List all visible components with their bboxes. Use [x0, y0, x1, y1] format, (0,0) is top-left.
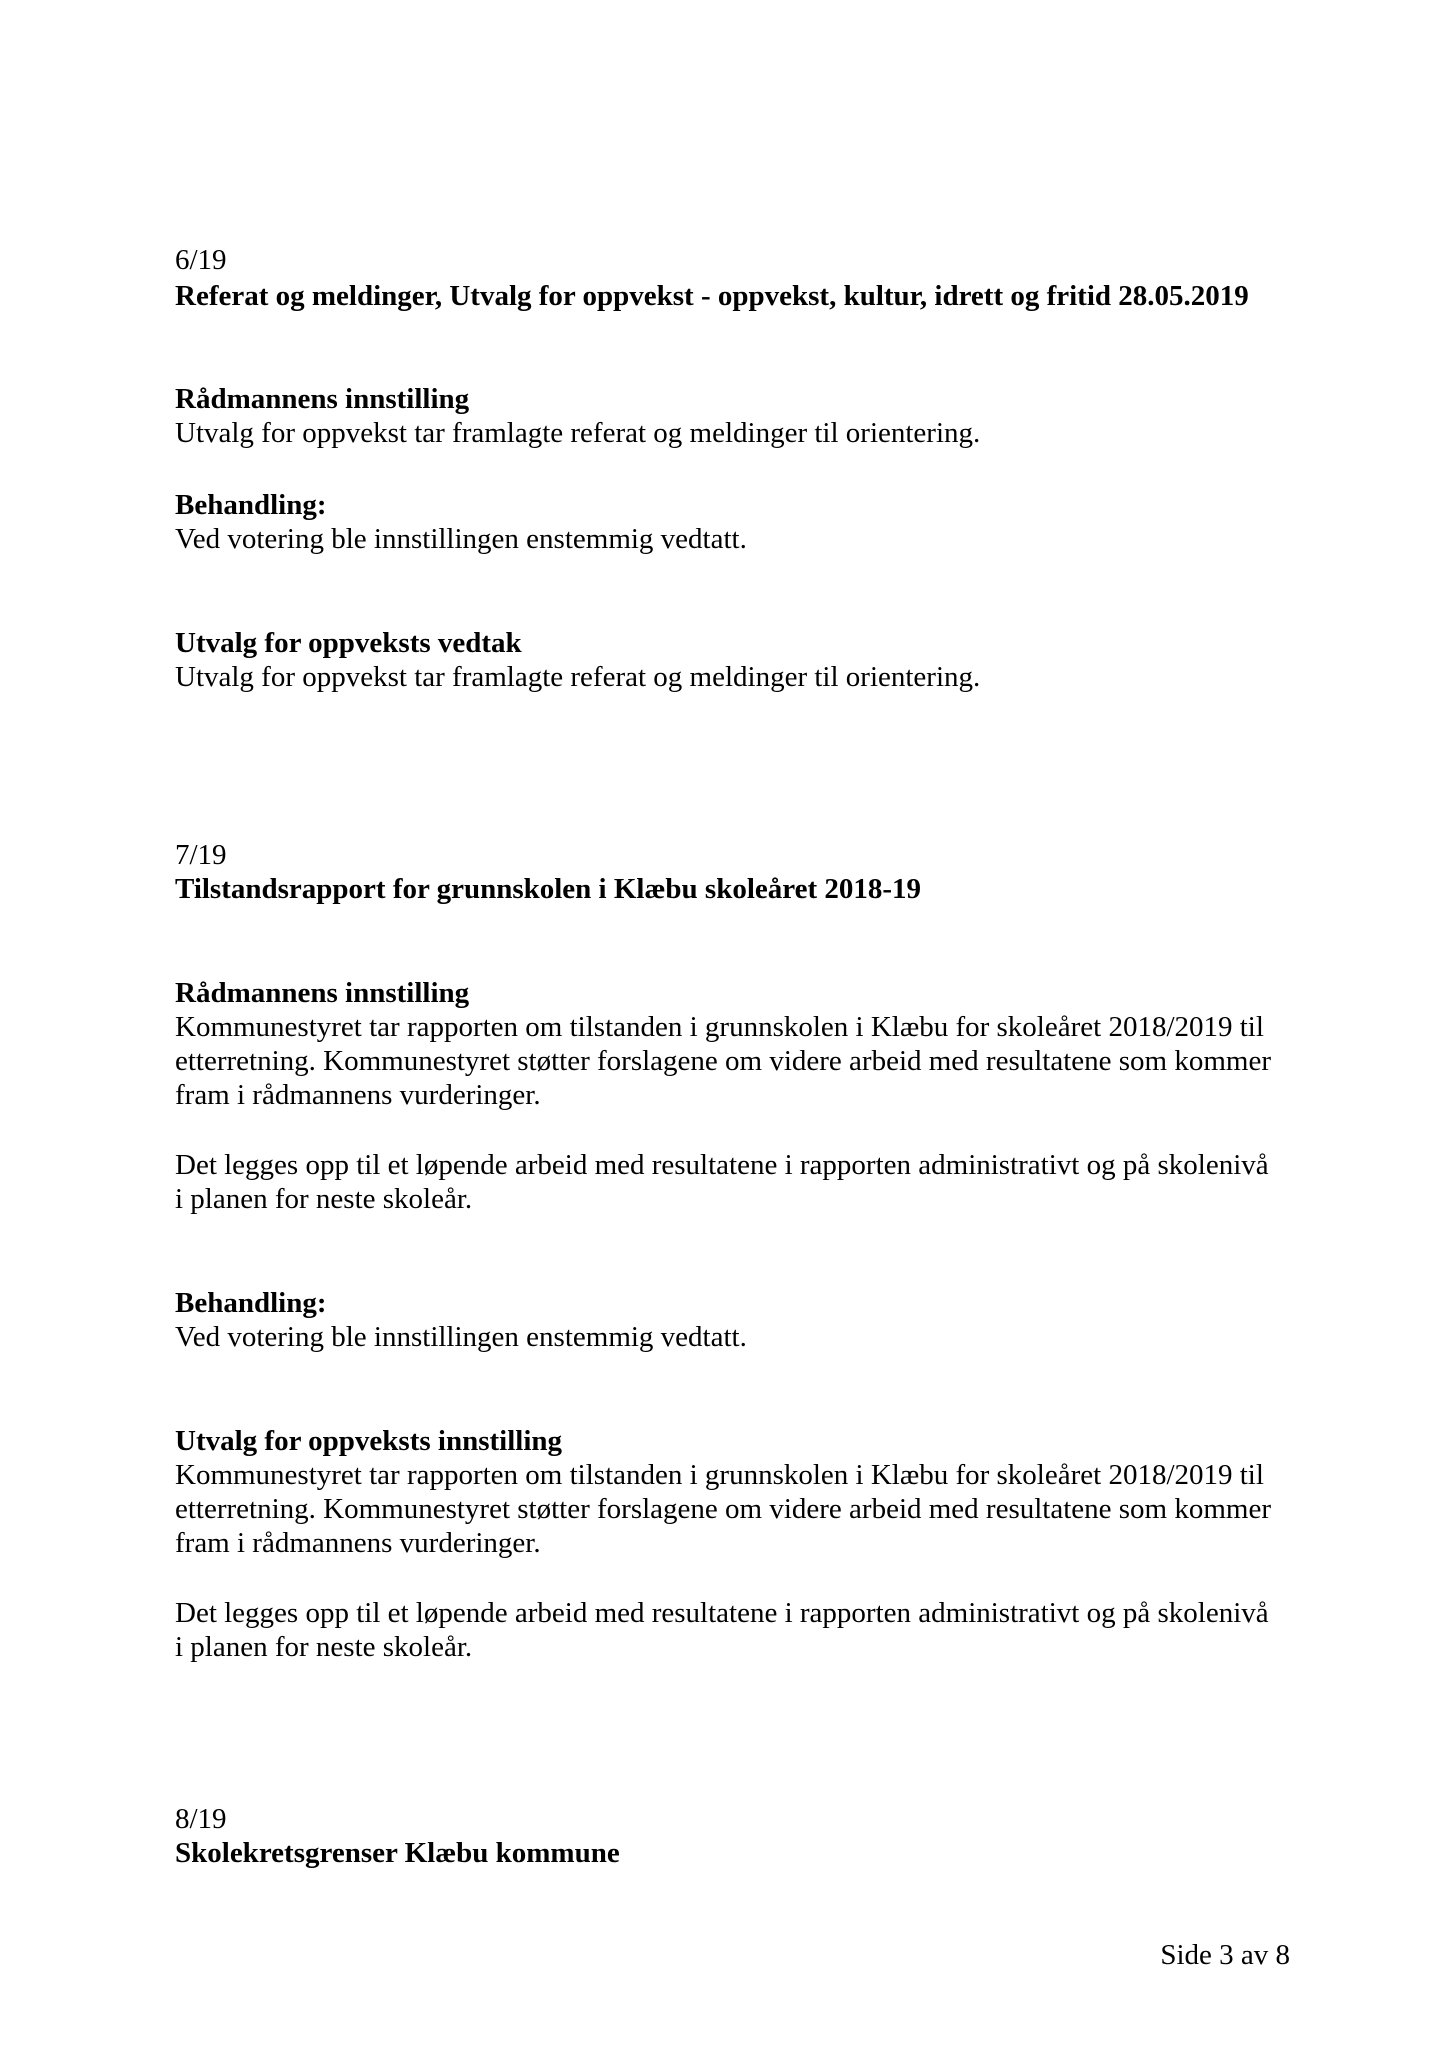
body-text: etterretning. Kommunestyret støtter forslagene om videre arbeid med resultatene som kommer — [175, 1045, 1272, 1077]
section-heading: Behandling: — [175, 1287, 327, 1319]
section-heading: Utvalg for oppveksts vedtak — [175, 627, 522, 659]
case-title: Tilstandsrapport for grunnskolen i Klæbu skoleåret 2018-19 — [175, 873, 922, 905]
section-heading: Rådmannens innstilling — [175, 977, 470, 1009]
body-text: Ved votering ble innstillingen enstemmig vedtatt. — [175, 1321, 747, 1353]
body-text: Utvalg for oppvekst tar framlagte referat og meldinger til orientering. — [175, 661, 981, 693]
case-title: Skolekretsgrenser Klæbu kommune — [175, 1837, 620, 1869]
body-text: i planen for neste skoleår. — [175, 1183, 473, 1215]
body-text: i planen for neste skoleår. — [175, 1631, 473, 1663]
body-text: fram i rådmannens vurderinger. — [175, 1079, 541, 1111]
case-number: 8/19 — [175, 1803, 227, 1835]
body-text: Kommunestyret tar rapporten om tilstanden i grunnskolen i Klæbu for skoleåret 2018/2019 til — [175, 1459, 1264, 1491]
section-heading: Behandling: — [175, 489, 327, 521]
body-text: Ved votering ble innstillingen enstemmig vedtatt. — [175, 523, 747, 555]
body-text: etterretning. Kommunestyret støtter forslagene om videre arbeid med resultatene som kommer — [175, 1493, 1272, 1525]
case-title: Referat og meldinger, Utvalg for oppvekst - oppvekst, kultur, idrett og fritid 28.05.2019 — [175, 280, 1249, 312]
case-number: 6/19 — [175, 244, 227, 276]
body-text: Utvalg for oppvekst tar framlagte referat og meldinger til orientering. — [175, 417, 981, 449]
body-text: Det legges opp til et løpende arbeid med resultatene i rapporten administrativt og på skolenivå — [175, 1149, 1269, 1181]
body-text: Det legges opp til et løpende arbeid med resultatene i rapporten administrativt og på skolenivå — [175, 1597, 1269, 1629]
body-text: fram i rådmannens vurderinger. — [175, 1527, 541, 1559]
case-number: 7/19 — [175, 839, 227, 871]
section-heading: Utvalg for oppveksts innstilling — [175, 1425, 563, 1457]
section-heading: Rådmannens innstilling — [175, 383, 470, 415]
page-number: Side 3 av 8 — [1160, 1939, 1290, 1971]
body-text: Kommunestyret tar rapporten om tilstanden i grunnskolen i Klæbu for skoleåret 2018/2019 til — [175, 1011, 1264, 1043]
